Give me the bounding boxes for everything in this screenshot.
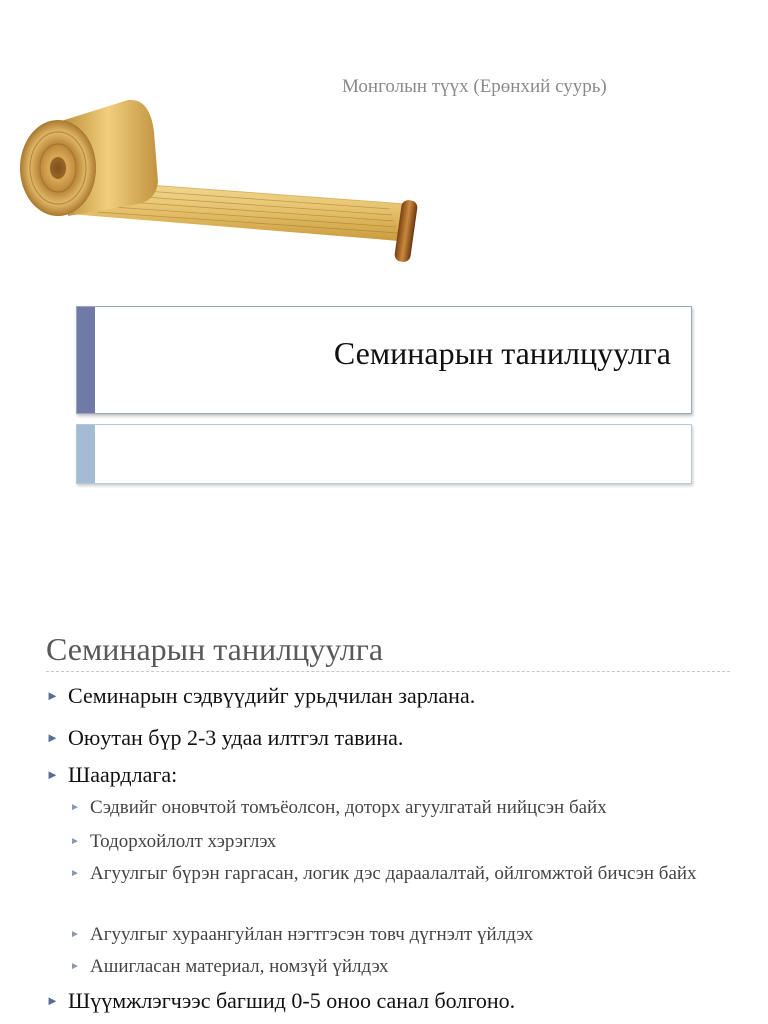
scroll-image xyxy=(10,92,435,267)
triangle-bullet-icon: ► xyxy=(70,961,80,972)
bullet-text: Оюутан бүр 2-3 удаа илтгэл тавина. xyxy=(68,725,404,750)
sub-bullet-item xyxy=(70,796,720,820)
title-box xyxy=(76,306,692,414)
triangle-bullet-icon: ► xyxy=(70,929,80,940)
triangle-bullet-icon: ► xyxy=(70,836,80,847)
course-title: Монголын түүх (Ерөнхий суурь) xyxy=(342,76,607,97)
triangle-bullet-icon: ► xyxy=(70,802,80,813)
bullet-item xyxy=(46,762,177,788)
triangle-bullet-icon: ► xyxy=(46,730,59,745)
sub-bullet-text: Агуулгыг бүрэн гаргасан, логик дэс дараалалтай, ойлгомжтой бичсэн байх xyxy=(90,863,697,884)
sub-bullet-item xyxy=(70,923,720,947)
sub-bullet-item xyxy=(70,862,720,886)
title-divider xyxy=(46,671,730,672)
sub-bullet-item xyxy=(70,955,720,979)
triangle-bullet-icon: ► xyxy=(46,767,59,782)
sub-bullet-text: Ашигласан материал, номзүй үйлдэх xyxy=(90,956,389,977)
sub-bullet-item xyxy=(70,830,720,854)
subtitle-box xyxy=(76,424,692,484)
subtitle-accent-bar xyxy=(77,425,95,483)
triangle-bullet-icon: ► xyxy=(70,868,80,879)
bullet-item xyxy=(46,683,475,709)
bullet-text: Шүүмжлэгчээс багшид 0-5 оноо санал болгоно. xyxy=(68,988,516,1013)
sub-bullet-text: Агуулгыг хураангуйлан нэгтгэсэн товч дүгнэлт үйлдэх xyxy=(90,924,534,945)
sub-bullet-text: Тодорхойлолт хэрэглэх xyxy=(90,831,277,852)
title-accent-bar xyxy=(77,307,95,413)
bullet-item xyxy=(46,725,403,751)
bullet-text: Семинарын сэдвүүдийг урьдчилан зарлана. xyxy=(68,683,476,708)
bullet-text: Шаардлага: xyxy=(68,762,178,787)
bullet-item xyxy=(46,988,515,1014)
sub-bullet-text: Сэдвийг оновчтой томъёолсон, доторх агуулгатай нийцсэн байх xyxy=(90,797,607,818)
triangle-bullet-icon: ► xyxy=(46,688,59,703)
content-slide xyxy=(0,576,768,1024)
content-slide-title: Семинарын танилцуулга xyxy=(46,631,384,667)
slide-title: Семинарын танилцуулга xyxy=(333,335,671,371)
triangle-bullet-icon: ► xyxy=(46,993,59,1008)
